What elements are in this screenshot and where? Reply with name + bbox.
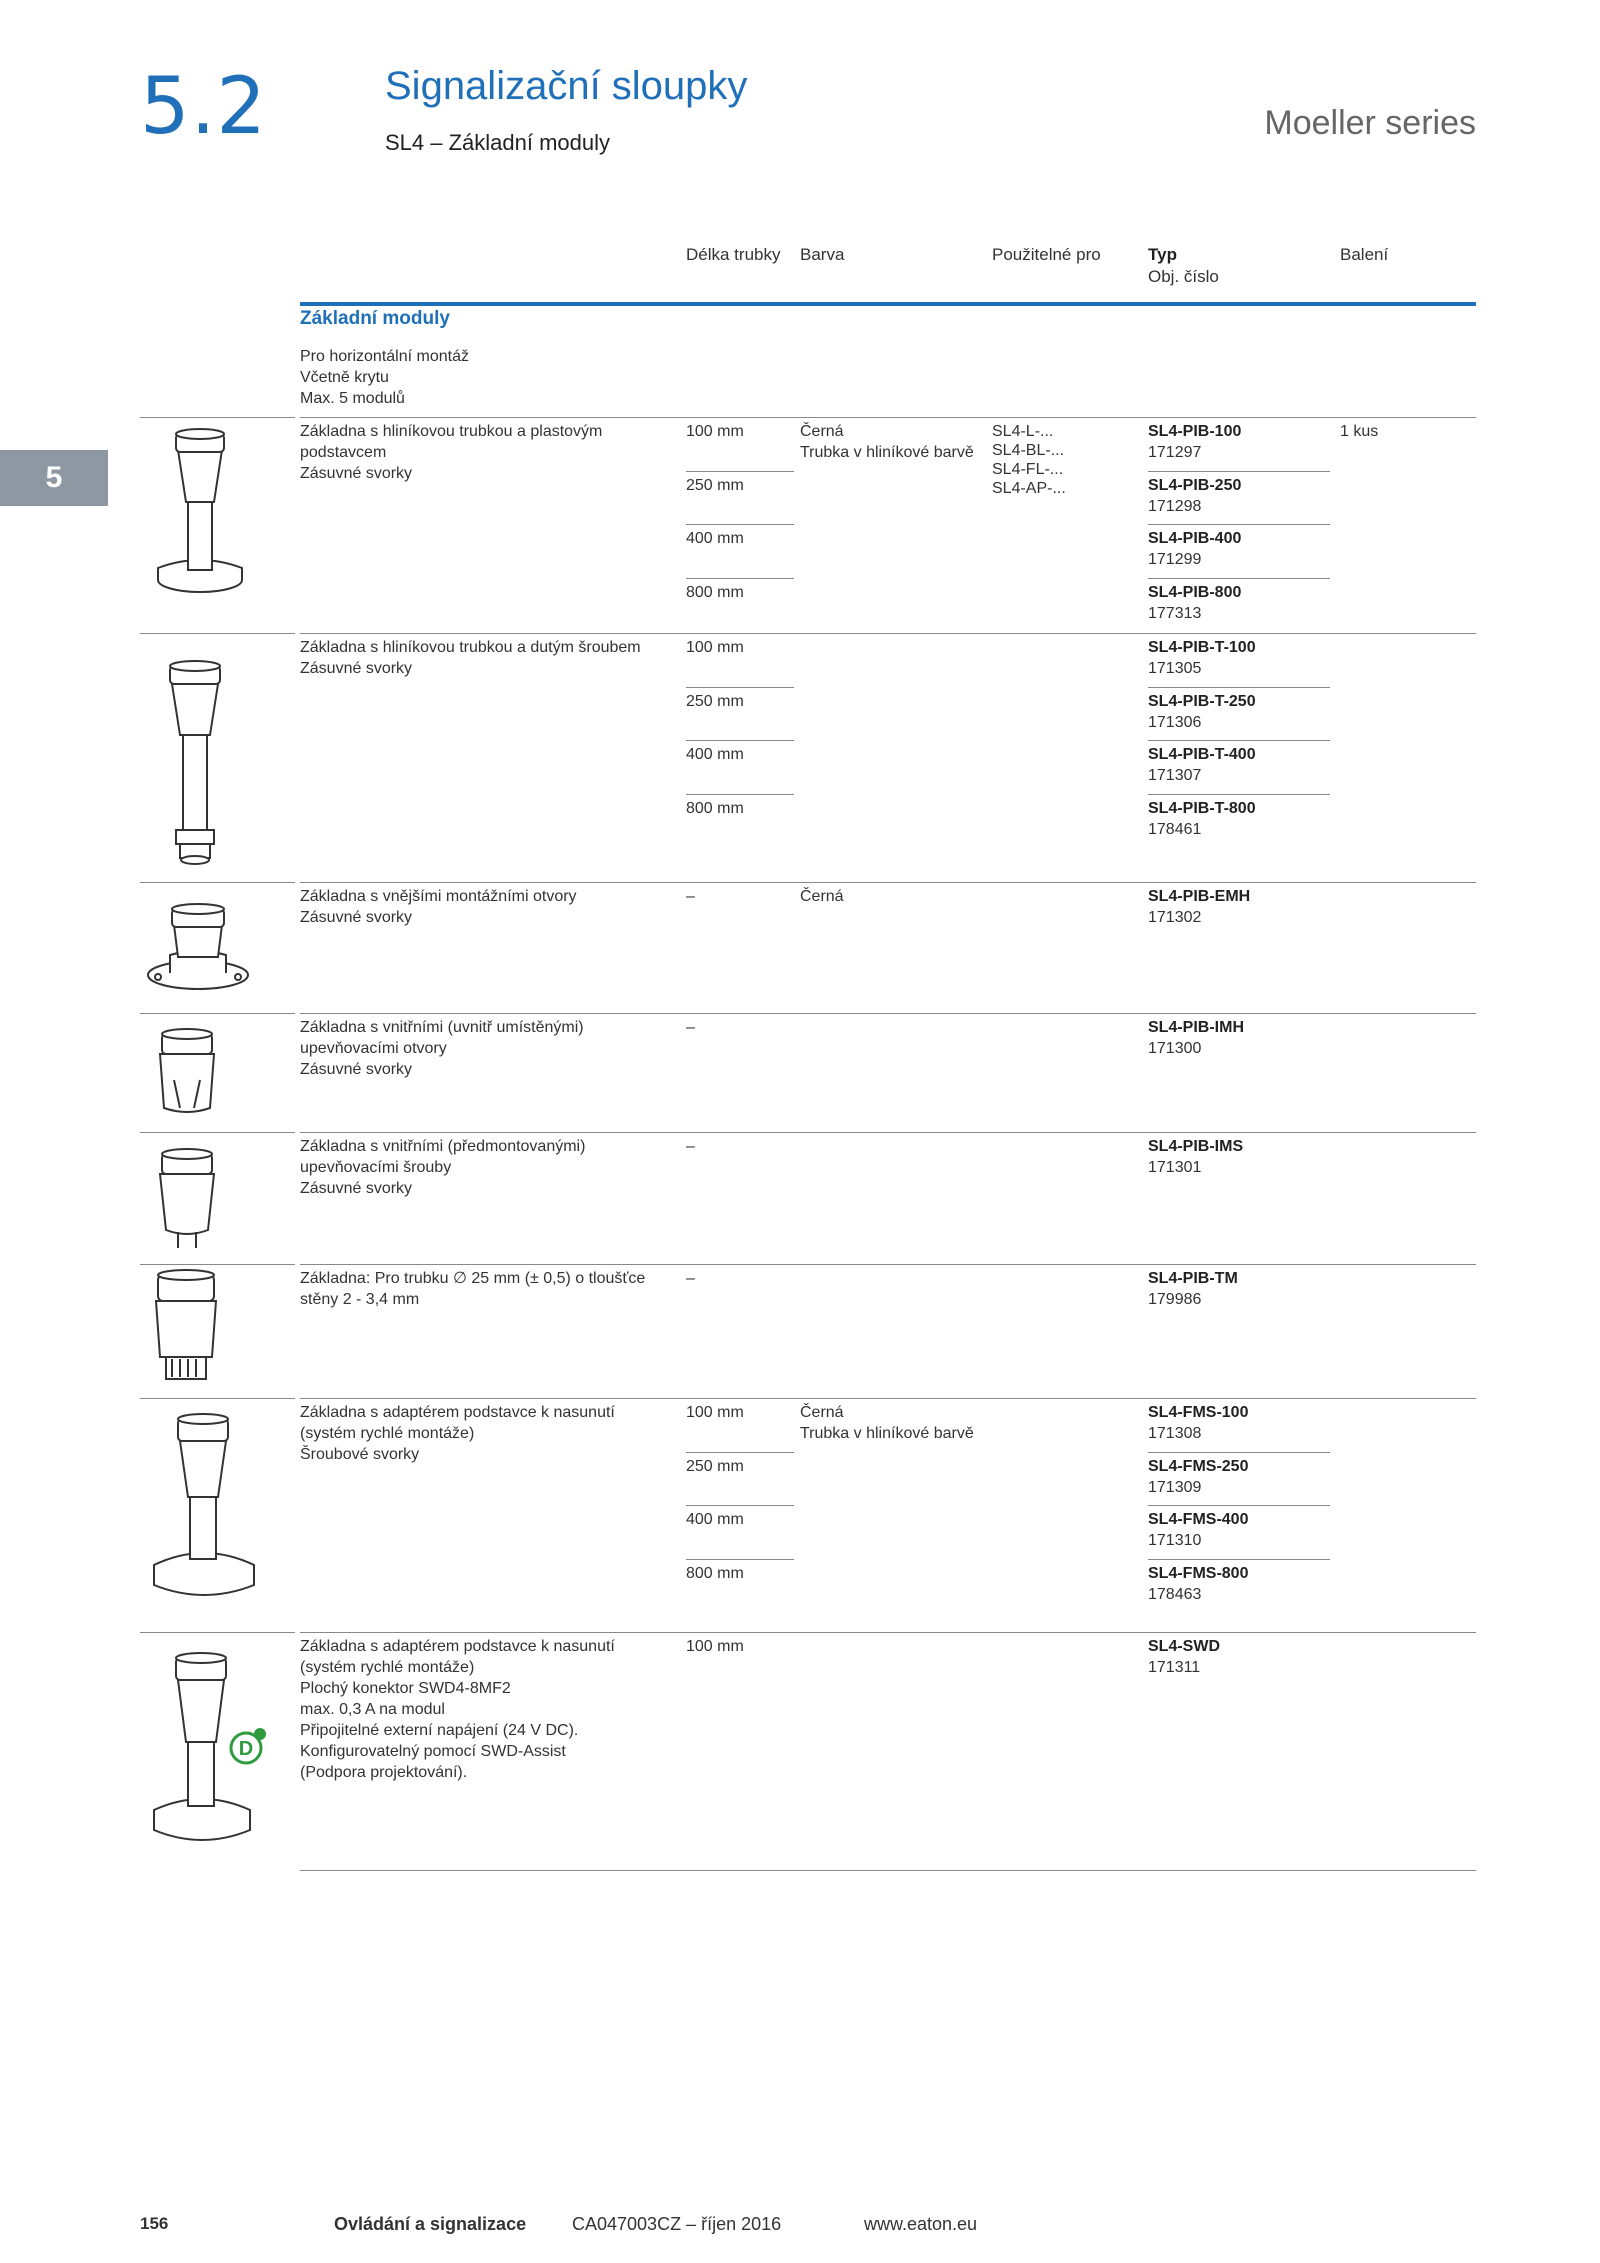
row-type: SL4-FMS-800 — [1148, 1564, 1249, 1582]
row-length: – — [686, 888, 695, 905]
row-type: SL4-PIB-IMS — [1148, 1138, 1244, 1155]
row-rule-length — [686, 471, 794, 472]
page-title: Signalizační sloupky — [385, 64, 748, 108]
group-rule — [300, 1264, 1476, 1265]
group-description-line: Zásuvné svorky — [300, 660, 413, 677]
row-order-number: 178463 — [1148, 1585, 1202, 1603]
group-description-line: Zásuvné svorky — [300, 909, 413, 926]
row-order-number: 179986 — [1148, 1291, 1202, 1308]
group-rule — [300, 1013, 1476, 1014]
row-type: SL4-PIB-T-800 — [1148, 799, 1256, 817]
row-rule-length — [686, 687, 794, 688]
row-length: 100 mm — [686, 1638, 744, 1655]
row-type: SL4-FMS-400 — [1148, 1511, 1249, 1528]
product-image-pib-imh — [140, 1020, 280, 1120]
group-color-line: Trubka v hliníkové barvě — [800, 1425, 974, 1442]
row-length: 400 mm — [686, 746, 744, 763]
row-order-number: 171297 — [1148, 444, 1202, 461]
group-description-line: Konfigurovatelný pomocí SWD-Assist — [300, 1743, 566, 1760]
row-rule-type — [1148, 740, 1330, 741]
group-image-rule — [140, 1632, 295, 1633]
row-type: SL4-PIB-800 — [1148, 583, 1242, 601]
row-type: SL4-FMS-250 — [1148, 1457, 1249, 1475]
group-description-line: max. 0,3 A na modul — [300, 1701, 445, 1718]
group-image-rule — [140, 1013, 295, 1014]
group-image-rule — [140, 633, 295, 634]
row-rule-type — [1148, 794, 1330, 795]
row-length: 800 mm — [686, 583, 744, 601]
group-usable-line: SL4-BL-... — [992, 442, 1065, 459]
row-order-number: 171301 — [1148, 1159, 1202, 1176]
group-image-rule — [140, 1398, 295, 1399]
group-description-line: Šroubové svorky — [300, 1446, 420, 1463]
footer-page-number: 156 — [140, 2214, 169, 2233]
row-rule-length — [686, 524, 794, 525]
group-usable-line: SL4-AP-... — [992, 480, 1066, 497]
group-description-line: Základna s hliníkovou trubkou a dutým šroubem — [300, 639, 641, 656]
row-length: – — [686, 1138, 695, 1155]
row-order-number: 171305 — [1148, 660, 1202, 677]
group-rule — [300, 882, 1476, 883]
col-header-packing: Balení — [1340, 245, 1389, 264]
page-subtitle: SL4 – Základní moduly — [385, 130, 611, 155]
group-description-line: (systém rychlé montáže) — [300, 1659, 475, 1676]
row-rule-length — [686, 1559, 794, 1560]
row-length: 100 mm — [686, 639, 744, 656]
group-description-line: upevňovacími šrouby — [300, 1159, 452, 1176]
product-image-pib-tm — [140, 1265, 280, 1395]
group-color-line: Černá — [800, 1404, 844, 1421]
row-order-number: 171309 — [1148, 1478, 1202, 1496]
row-length: 250 mm — [686, 692, 744, 710]
group-description-line: Základna s vnitřními (uvnitř umístěnými) — [300, 1019, 584, 1036]
row-rule-length — [686, 740, 794, 741]
group-description-line: Zásuvné svorky — [300, 465, 413, 482]
group-rule — [300, 1632, 1476, 1633]
group-color-line: Černá — [800, 423, 844, 440]
row-type: SL4-SWD — [1148, 1638, 1220, 1655]
group-description-line: (systém rychlé montáže) — [300, 1425, 475, 1442]
group-image-rule — [140, 882, 295, 883]
group-description-line: upevňovacími otvory — [300, 1040, 447, 1057]
group-usable-line: SL4-L-... — [992, 423, 1054, 440]
col-header-order-no: Obj. číslo — [1148, 267, 1219, 286]
row-rule-type — [1148, 524, 1330, 525]
group-rule — [300, 1132, 1476, 1133]
row-order-number: 178461 — [1148, 820, 1202, 838]
group-description-line: Základna s vnitřními (předmontovanými) — [300, 1138, 586, 1155]
chapter-tab: 5 — [0, 450, 108, 506]
section-number: 5.2 — [140, 62, 268, 152]
row-type: SL4-PIB-IMH — [1148, 1019, 1244, 1036]
row-type: SL4-FMS-100 — [1148, 1404, 1249, 1421]
group-description-line: Připojitelné externí napájení (24 V DC). — [300, 1722, 579, 1739]
row-length: 400 mm — [686, 1511, 744, 1528]
col-header-type: Typ — [1148, 245, 1177, 264]
header-rule — [300, 302, 1476, 306]
row-type: SL4-PIB-400 — [1148, 530, 1242, 547]
row-length: 250 mm — [686, 1457, 744, 1475]
footer-chapter: Ovládání a signalizace — [334, 2214, 527, 2234]
group-rule — [300, 633, 1476, 634]
group-description-line: Základna s vnějšími montážními otvory — [300, 888, 577, 905]
group-description-line: Základna s adaptérem podstavce k nasunutí — [300, 1638, 615, 1655]
group-rule — [300, 1398, 1476, 1399]
group-description-line: (Podpora projektování). — [300, 1764, 468, 1781]
row-rule-length — [686, 1505, 794, 1506]
group-usable-line: SL4-FL-... — [992, 461, 1064, 478]
row-type: SL4-PIB-T-400 — [1148, 746, 1256, 763]
product-image-pib — [140, 420, 280, 610]
group-image-rule — [140, 1132, 295, 1133]
section-intro: Pro horizontální montáž Včetně krytu Max. 5 modulů — [300, 348, 469, 407]
row-type: SL4-PIB-TM — [1148, 1270, 1238, 1287]
group-color-line: Trubka v hliníkové barvě — [800, 444, 974, 461]
row-rule-length — [686, 578, 794, 579]
row-type: SL4-PIB-T-100 — [1148, 639, 1256, 656]
row-type: SL4-PIB-T-250 — [1148, 692, 1256, 710]
col-header-color: Barva — [800, 245, 845, 264]
series-label: Moeller series — [1264, 104, 1476, 142]
row-order-number: 171298 — [1148, 497, 1202, 515]
row-rule-length — [686, 794, 794, 795]
group-description-line: podstavcem — [300, 444, 387, 461]
group-description-line: Základna s hliníkovou trubkou a plastovým — [300, 423, 603, 440]
col-header-usable: Použitelné pro — [992, 245, 1101, 264]
row-rule-type — [1148, 1559, 1330, 1560]
group-description-line: Zásuvné svorky — [300, 1061, 413, 1078]
row-type: SL4-PIB-100 — [1148, 423, 1242, 440]
svg-text:D: D — [238, 1738, 254, 1760]
row-rule-type — [1148, 1505, 1330, 1506]
row-order-number: 171307 — [1148, 767, 1202, 784]
group-description-line: stěny 2 - 3,4 mm — [300, 1291, 420, 1308]
group-rule — [300, 417, 1476, 418]
row-rule-type — [1148, 1452, 1330, 1453]
footer-catalog: CA047003CZ – říjen 2016 — [572, 2214, 782, 2234]
row-rule-type — [1148, 471, 1330, 472]
row-length: 100 mm — [686, 1404, 744, 1421]
row-order-number: 171300 — [1148, 1040, 1202, 1057]
swd-logo-icon — [228, 1724, 272, 1768]
row-order-number: 177313 — [1148, 604, 1202, 622]
product-image-pib-t — [140, 650, 280, 870]
group-description-line: Základna s adaptérem podstavce k nasunutí — [300, 1404, 615, 1421]
footer-url: www.eaton.eu — [864, 2214, 978, 2234]
row-type: SL4-PIB-250 — [1148, 476, 1242, 494]
row-length: 250 mm — [686, 476, 744, 494]
row-length: 800 mm — [686, 1564, 744, 1582]
group-packing: 1 kus — [1340, 423, 1379, 440]
row-length: 400 mm — [686, 530, 744, 547]
group-description-line: Plochý konektor SWD4-8MF2 — [300, 1680, 511, 1697]
product-image-pib-ims — [140, 1140, 280, 1260]
section-title: Základní moduly — [300, 308, 450, 329]
group-description-line: Zásuvné svorky — [300, 1180, 413, 1197]
group-image-rule — [140, 417, 295, 418]
table-end-rule — [300, 1870, 1476, 1871]
row-order-number: 171306 — [1148, 713, 1202, 731]
row-rule-type — [1148, 687, 1330, 688]
group-color-line: Černá — [800, 888, 844, 905]
row-order-number: 171311 — [1148, 1659, 1201, 1676]
product-image-fms — [140, 1405, 280, 1615]
row-length: – — [686, 1019, 695, 1036]
row-length: 100 mm — [686, 423, 744, 440]
row-order-number: 171302 — [1148, 909, 1202, 926]
row-order-number: 171308 — [1148, 1425, 1202, 1442]
product-image-pib-emh — [140, 895, 280, 1005]
row-order-number: 171310 — [1148, 1532, 1202, 1549]
group-description-line: Základna: Pro trubku ∅ 25 mm (± 0,5) o tloušťce — [300, 1270, 646, 1287]
row-rule-type — [1148, 578, 1330, 579]
row-order-number: 171299 — [1148, 551, 1202, 568]
row-length: 800 mm — [686, 799, 744, 817]
row-length: – — [686, 1270, 695, 1287]
row-rule-length — [686, 1452, 794, 1453]
col-header-length: Délka trubky — [686, 245, 781, 264]
row-type: SL4-PIB-EMH — [1148, 888, 1251, 905]
